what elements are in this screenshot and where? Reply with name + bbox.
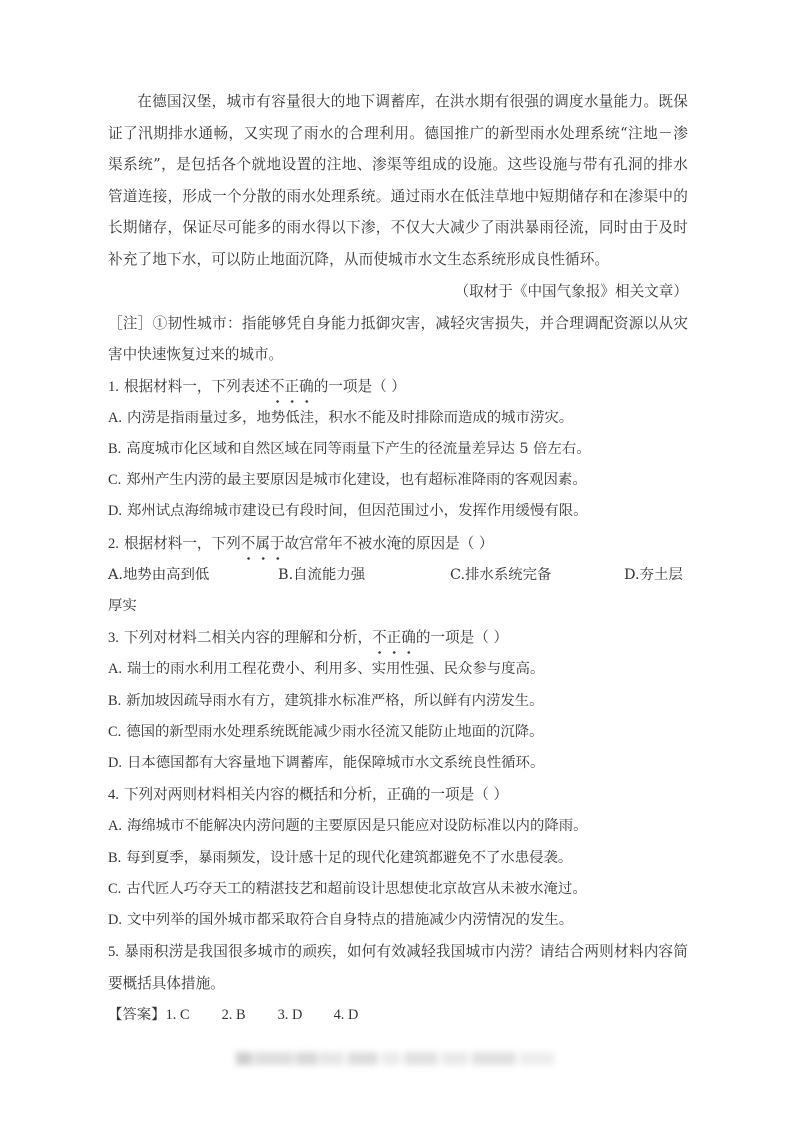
question-3-number: 3. xyxy=(108,630,119,647)
question-2-option-a[interactable] xyxy=(108,560,278,591)
option-text: 日本德国都有大容量地下调蓄库，能保障城市水文系统良性循环。 xyxy=(127,754,545,771)
watermark-segment xyxy=(236,1052,252,1065)
watermark-segment xyxy=(404,1052,438,1065)
watermark-segment xyxy=(296,1052,318,1065)
question-1-stem-before: 根据材料一，下列表述 xyxy=(123,377,270,395)
option-text: 德国的新型雨水处理系统既能减少雨水径流又能防止地面的沉降。 xyxy=(126,723,544,740)
footnote-text: 指能够凭自身能力抵御灾害，减轻灾害损失，并合理调配资源以从灾害中快速恢复过来的城市。 xyxy=(108,314,688,363)
question-1-option-c[interactable] xyxy=(108,465,688,496)
watermark-segment xyxy=(382,1052,400,1065)
option-text: 郑州产生内涝的最主要原因是城市化建设，也有超标准降雨的客观因素。 xyxy=(126,472,587,489)
option-text: 古代匠人巧夺天工的精湛技艺和超前设计思想使北京故宫从未被水淹过。 xyxy=(126,880,587,897)
question-1-emphasis: 不正确 xyxy=(270,371,314,402)
option-label: B. xyxy=(108,849,122,866)
question-2-option-d-continuation: 厚实 xyxy=(108,597,137,614)
source-attribution: （取材于《中国气象报》相关文章） xyxy=(454,283,688,300)
answer-key-label: 【答案】 xyxy=(108,1006,166,1023)
question-3-stem-after: 的一项是（ ） xyxy=(415,629,509,647)
question-4-stem-before: 下列对两则材料相关内容的概括和分析，正确的一项是（ ） xyxy=(123,786,509,804)
option-label: B. xyxy=(108,440,122,457)
question-5-stem xyxy=(108,936,688,999)
option-text: 海绵城市不能解决内涝问题的主要原因是只能应对设防标准以内的降雨。 xyxy=(127,818,588,835)
answer-key-item-3: 3. D xyxy=(277,1006,303,1023)
question-4-option-a[interactable] xyxy=(108,811,688,842)
option-label: A. xyxy=(108,818,122,835)
option-text: 新加坡因疏导雨水有方，建筑排水标准严格，所以鲜有内涝发生。 xyxy=(126,692,544,709)
question-3-option-c[interactable] xyxy=(108,717,688,748)
option-text: 瑞士的雨水利用工程花费小、利用多、实用性强、民众参与度高。 xyxy=(127,661,545,678)
question-2-stem-after: 故宫常年不被水淹的原因是（ ） xyxy=(284,534,494,552)
document-content xyxy=(108,86,688,1031)
question-3-option-a[interactable] xyxy=(108,654,688,685)
question-4-option-b[interactable] xyxy=(108,843,688,874)
watermark-segment xyxy=(520,1052,554,1065)
option-label: D. xyxy=(108,503,122,520)
option-label: B. xyxy=(278,566,294,583)
question-2-options-row xyxy=(108,560,688,591)
footnote-prefix: ［注］①韧性城市： xyxy=(108,314,242,332)
question-2-stem xyxy=(108,528,688,560)
question-1-stem xyxy=(108,371,688,403)
answer-key-item-2: 2. B xyxy=(221,1006,246,1023)
option-label: B. xyxy=(108,692,122,709)
option-label: D. xyxy=(624,566,640,583)
watermark-segment xyxy=(254,1052,294,1065)
body-paragraph-1: 在德国汉堡，城市有容量很大的地下调蓄库，在洪水期有很强的调度水量能力。既保证了汛期排水通畅，又实现了雨水的合理利用。德国推广的新型雨水处理系统“注地－渗渠系统”，是包括各个就地设置的注地、渗渠等组成的设施。这些设施与带有孔洞的排水管道连接，形成一个分散的雨水处理系统。通过雨水在低洼草地中短期储存和在渗渠中的长期储存，保证尽可能多的雨水得以下渗，不仅大大减少了雨洪暴雨径流，同时由于及时补充了地下水，可以防止地面沉降，从而使城市水文生态系统形成良性循环。 xyxy=(108,93,688,268)
question-2-stem-before: 根据材料一，下列 xyxy=(123,534,241,552)
option-text: 文中列举的国外城市都采取符合自身特点的措施减少内涝情况的发生。 xyxy=(127,911,574,928)
option-label: A. xyxy=(108,566,123,583)
option-text: 夯土层 xyxy=(639,566,683,583)
question-1-stem-after: 的一项是（ ） xyxy=(313,377,406,395)
option-label: D. xyxy=(108,911,122,928)
question-3-option-b[interactable] xyxy=(108,686,688,717)
option-text: 自流能力强 xyxy=(293,566,366,583)
question-3-stem xyxy=(108,622,688,654)
question-1-option-d[interactable] xyxy=(108,496,688,527)
option-label: C. xyxy=(108,880,122,897)
option-text: 内涝是指雨量过多，地势低洼，积水不能及时排除而造成的城市涝灾。 xyxy=(127,409,574,426)
question-3-option-d[interactable] xyxy=(108,748,688,779)
option-label: C. xyxy=(450,566,466,583)
question-1-option-b[interactable] xyxy=(108,434,688,465)
question-5-stem-before: 暴雨积涝是我国很多城市的顽疾，如何有效减轻我国城市内涝？请结合两则材料内容简要概括具体措施。 xyxy=(108,943,688,993)
footnote-note-1 xyxy=(108,308,688,371)
option-label: D. xyxy=(108,754,122,771)
question-2-option-d[interactable] xyxy=(624,560,683,591)
watermark-segment xyxy=(348,1052,378,1065)
question-1-number: 1. xyxy=(108,378,119,395)
option-text: 排水系统完备 xyxy=(465,566,552,583)
question-1-option-a[interactable] xyxy=(108,403,688,434)
watermark-segment xyxy=(320,1052,344,1065)
option-label: A. xyxy=(108,661,122,678)
answer-key-item-1: 1. C xyxy=(165,1006,190,1023)
question-2-option-b[interactable] xyxy=(278,560,450,591)
question-4-option-c[interactable] xyxy=(108,874,688,905)
question-3-stem-before: 下列对材料二相关内容的理解和分析， xyxy=(123,629,373,647)
question-2-emphasis: 不属于 xyxy=(241,528,285,559)
option-text: 每到夏季，暴雨频发，设计感十足的现代化建筑都避免不了水患侵袭。 xyxy=(126,849,573,866)
question-2-option-c[interactable] xyxy=(450,560,624,591)
question-2-number: 2. xyxy=(108,535,119,552)
watermark-segment xyxy=(442,1052,468,1065)
watermark-segment xyxy=(472,1052,516,1065)
answer-key-item-4: 4. D xyxy=(333,1006,359,1023)
option-text: 高度城市化区域和自然区域在同等雨量下产生的径流量差异达 5 倍左右。 xyxy=(126,440,591,457)
answer-key xyxy=(108,1000,688,1031)
option-label: C. xyxy=(108,472,122,489)
question-4-number: 4. xyxy=(108,787,119,804)
blurred-watermark xyxy=(236,1050,554,1067)
option-label: A. xyxy=(108,409,122,426)
question-3-emphasis: 不正确 xyxy=(372,622,416,653)
option-text: 地势由高到低 xyxy=(122,566,210,583)
option-text: 郑州试点海绵城市建设已有段时间，但因范围过小，发挥作用缓慢有限。 xyxy=(127,503,588,520)
question-4-stem xyxy=(108,779,688,811)
option-label: C. xyxy=(108,723,122,740)
question-4-option-d[interactable] xyxy=(108,905,688,936)
question-5-number: 5. xyxy=(108,944,119,961)
